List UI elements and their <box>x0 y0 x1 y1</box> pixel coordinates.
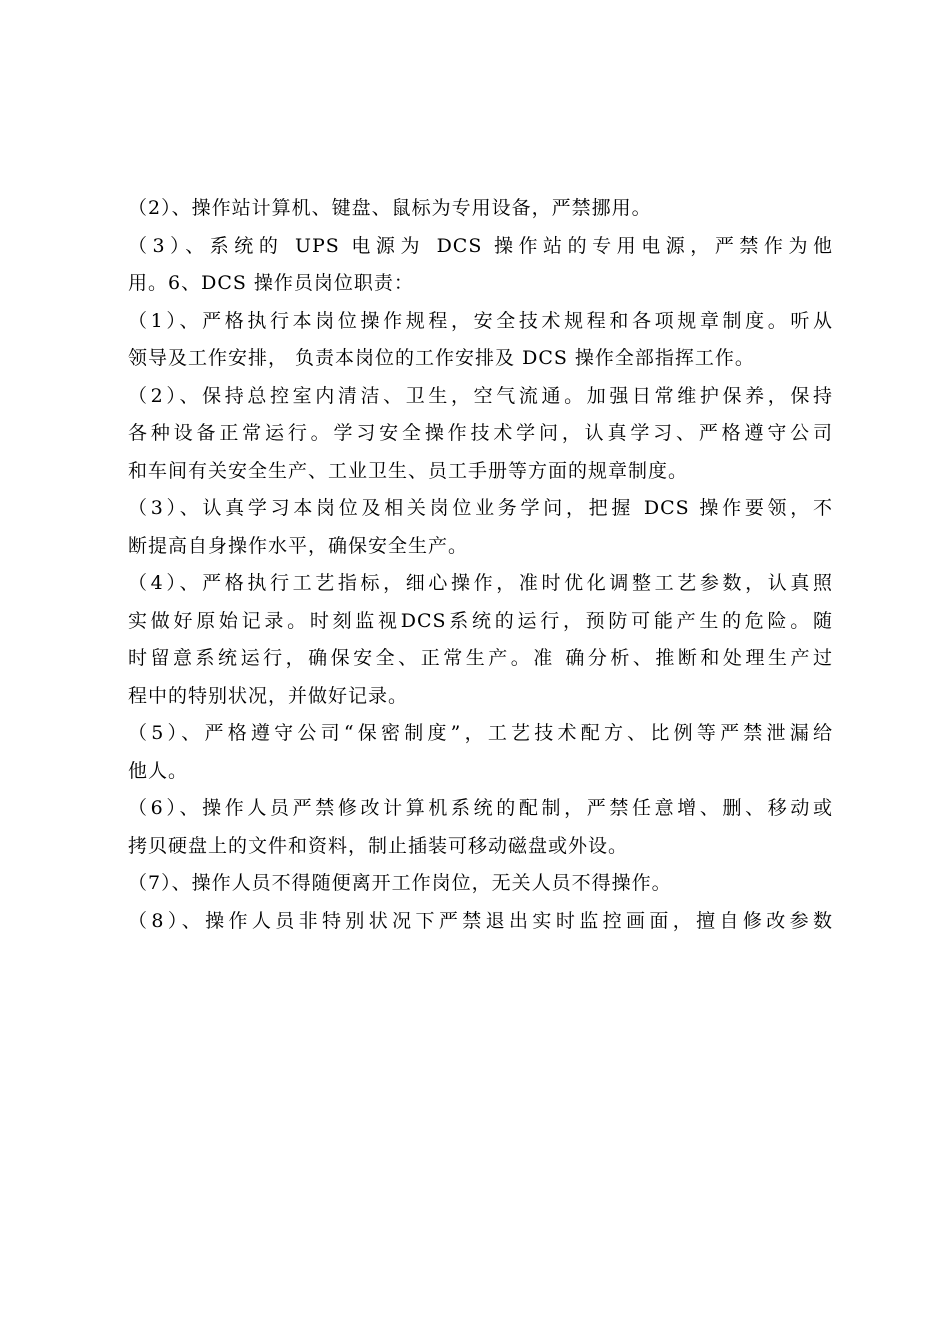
text-line: （7）、操作人员不得随便离开工作岗位，无关人员不得操作。 <box>128 872 672 894</box>
text-line: 用。6、DCS 操作员岗位职责： <box>128 272 414 294</box>
body-text <box>128 190 833 940</box>
text-line: 拷贝硬盘上的文件和资料，制止插装可移动磁盘或外设。 <box>128 834 629 857</box>
text-line: （4）、严格执行工艺指标，细心操作，准时优化调整工艺参数，认真照 <box>128 572 833 594</box>
text-line: 程中的特别状况，并做好记录。 <box>128 684 409 707</box>
paragraph-item-3 <box>128 228 833 303</box>
text-line: 和车间有关安全生产、工业卫生、员工手册等方面的规章制度。 <box>128 459 689 482</box>
text-line: （6）、操作人员严禁修改计算机系统的配制，严禁任意增、删、移动或 <box>128 797 833 819</box>
text-line: （5）、严格遵守公司“保密制度”，工艺技术配方、比例等严禁泄漏给 <box>128 722 833 744</box>
paragraph-duty-3 <box>128 490 833 565</box>
text-line: （8）、操作人员非特别状况下严禁退出实时监控画面，擅自修改参数 <box>128 909 833 932</box>
paragraph-duty-1 <box>128 303 833 378</box>
text-line: 他人。 <box>128 759 189 782</box>
text-line: （2）、保持总控室内清洁、卫生，空气流通。加强日常维护保养，保持 <box>128 384 833 407</box>
paragraph-duty-4 <box>128 565 833 715</box>
text-line: （1）、严格执行本岗位操作规程，安全技术规程和各项规章制度。听从 <box>128 309 833 332</box>
paragraph-duty-5 <box>128 715 833 790</box>
text-line: 实做好原始记录。时刻监视DCS系统的运行，预防可能产生的危险。随 <box>128 609 833 632</box>
text-line: 领导及工作安排， 负责本岗位的工作安排及 DCS 操作全部指挥工作。 <box>128 347 755 369</box>
paragraph-item-2 <box>128 190 833 228</box>
text-line: 断提高自身操作水平，确保安全生产。 <box>128 534 469 557</box>
text-line: （3）、系统的 UPS 电源为 DCS 操作站的专用电源，严禁作为他 <box>128 234 833 257</box>
text-line: （2）、操作站计算机、键盘、鼠标为专用设备，严禁挪用。 <box>128 197 652 219</box>
text-line: （3）、认真学习本岗位及相关岗位业务学问，把握 DCS 操作要领，不 <box>128 497 833 519</box>
paragraph-duty-6 <box>128 790 833 865</box>
paragraph-duty-7 <box>128 865 833 903</box>
paragraph-duty-8 <box>128 903 833 941</box>
paragraph-duty-2 <box>128 378 833 491</box>
text-line: 各种设备正常运行。学习安全操作技术学问，认真学习、严格遵守公司 <box>128 422 833 444</box>
text-line: 时留意系统运行，确保安全、正常生产。准 确分析、推断和处理生产过 <box>128 647 833 669</box>
